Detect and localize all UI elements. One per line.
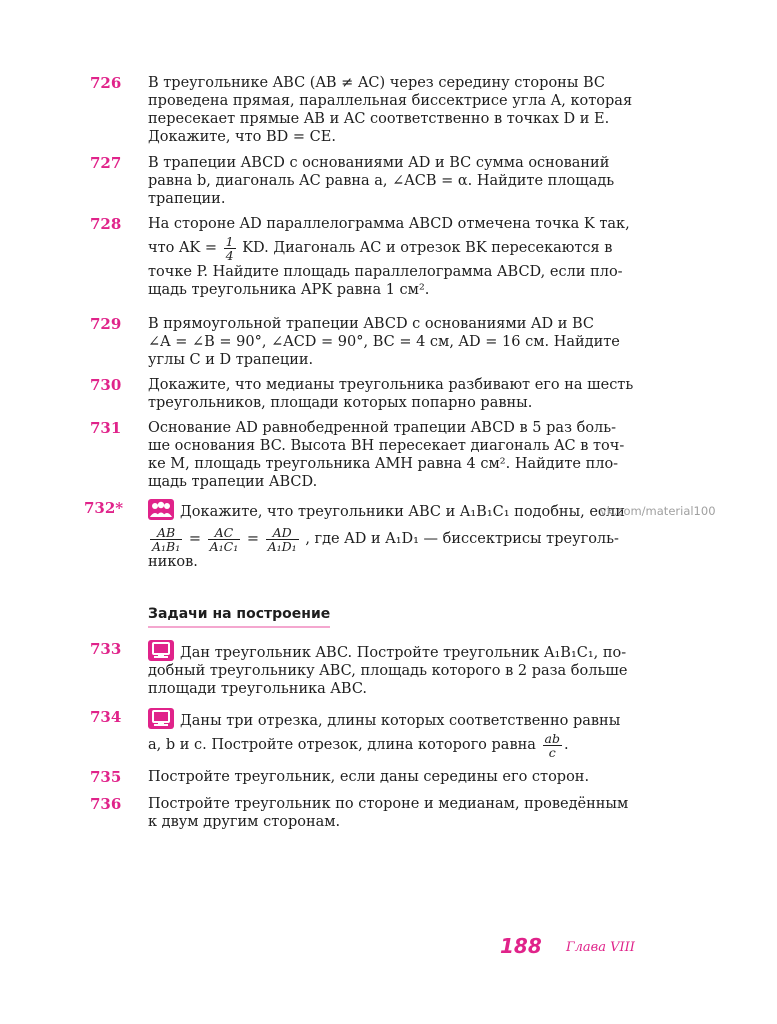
problem-727 bbox=[90, 154, 720, 208]
problem-text-line: проведена прямая, параллельная биссектрисе угла A, которая bbox=[148, 93, 633, 109]
problem-text-line: точке P. Найдите площадь параллелограмма ABCD, если пло- bbox=[148, 264, 623, 280]
text-fragment: , где AD и A₁D₁ — биссектрисы треуголь- bbox=[305, 531, 619, 547]
group-icon-graphic bbox=[148, 499, 174, 520]
fraction bbox=[150, 526, 182, 553]
problem-730 bbox=[90, 376, 720, 412]
problem-number: 729 bbox=[90, 315, 122, 333]
problem-number: 727 bbox=[90, 154, 122, 172]
problem-text-line: треугольников, площади которых попарно равны. bbox=[148, 395, 533, 411]
problem-text-line: трапеции. bbox=[148, 191, 226, 207]
problem-733 bbox=[90, 640, 720, 698]
fraction bbox=[224, 235, 236, 262]
computer-icon-graphic bbox=[148, 640, 174, 661]
problem-text-line: площади треугольника ABC. bbox=[148, 681, 368, 697]
problem-text-line: добный треугольнику ABC, площадь которого в 2 раза больше bbox=[148, 663, 628, 679]
text-fragment: Даны три отрезка, длины которых соответственно равны bbox=[180, 713, 621, 729]
chapter-label: Глава VIII bbox=[566, 940, 635, 955]
section-title: Задачи на построение bbox=[148, 606, 330, 628]
problem-number: 730 bbox=[90, 376, 122, 394]
fraction-numerator: ab bbox=[544, 730, 560, 746]
problem-text-line: На стороне AD параллелограмма ABCD отмечена точка K так, bbox=[148, 216, 630, 232]
problem-number: 733 bbox=[90, 640, 122, 658]
problem-text-line: Докажите, что BD = CE. bbox=[148, 129, 336, 145]
problem-text-line: Основание AD равнобедренной трапеции ABCD в 5 раз боль- bbox=[148, 420, 617, 436]
problem-number: 731 bbox=[90, 419, 122, 437]
watermark: vk.com/material100 bbox=[600, 504, 716, 518]
problem-text-line: ∠A = ∠B = 90°, ∠ACD = 90°, BC = 4 см, AD = 16 см. Найдите bbox=[148, 334, 620, 350]
problem-736 bbox=[90, 795, 720, 831]
text-fragment: . bbox=[564, 737, 569, 753]
fraction bbox=[208, 526, 241, 553]
problem-text-line: Постройте треугольник, если даны середины его сторон. bbox=[148, 769, 590, 785]
problem-735 bbox=[90, 768, 720, 786]
problem-text-line bbox=[148, 521, 720, 553]
text-fragment: KD. Диагональ AC и отрезок BK пересекаются в bbox=[242, 240, 613, 256]
computer-icon-graphic bbox=[148, 708, 174, 729]
problem-text-line: к двум другим сторонам. bbox=[148, 814, 341, 830]
problem-734 bbox=[90, 708, 720, 760]
fraction-numerator: AD bbox=[266, 526, 299, 540]
problem-text-line: равна b, диагональ AC равна a, ∠ACB = α. Найдите площадь bbox=[148, 173, 615, 189]
problem-text-line: углы C и D трапеции. bbox=[148, 352, 314, 368]
problem-text-line: ше основания BC. Высота BH пересекает диагональ AC в точ- bbox=[148, 438, 625, 454]
problem-text-line: Постройте треугольник по стороне и медианам, проведённым bbox=[148, 796, 629, 812]
fraction-denominator: A₁C₁ bbox=[209, 538, 239, 553]
problem-number: 734 bbox=[90, 708, 122, 726]
problem-text-line: В прямоугольной трапеции ABCD с основаниями AD и BC bbox=[148, 316, 594, 332]
fraction-numerator: AB bbox=[150, 526, 182, 540]
text-fragment: Дан треугольник ABC. Постройте треугольник A₁B₁C₁, по- bbox=[180, 645, 627, 661]
fraction-denominator: A₁D₁ bbox=[267, 538, 297, 553]
fraction bbox=[543, 732, 562, 759]
problem-text-line: пересекает прямые AB и AC соответственно в точках D и E. bbox=[148, 111, 610, 127]
page-number: 188 bbox=[500, 934, 542, 958]
problem-text-line: В треугольнике ABC (AB ≠ AC) через середину стороны BC bbox=[148, 75, 606, 91]
equals-sign: = bbox=[246, 531, 260, 547]
problem-text-line bbox=[148, 640, 720, 662]
problem-text-line bbox=[148, 708, 720, 730]
group-icon bbox=[148, 499, 174, 520]
problem-text-line: щадь треугольника APK равна 1 см². bbox=[148, 282, 430, 298]
problem-729 bbox=[90, 315, 720, 369]
problem-text-line bbox=[148, 233, 720, 263]
problem-number: 735 bbox=[90, 768, 122, 786]
problem-728 bbox=[90, 215, 720, 299]
problem-text-line: щадь трапеции ABCD. bbox=[148, 474, 318, 490]
problem-number: 728 bbox=[90, 215, 122, 233]
fraction bbox=[266, 526, 299, 553]
fraction-denominator: c bbox=[548, 744, 556, 760]
text-fragment: Докажите, что треугольники ABC и A₁B₁C₁ подобны, если bbox=[180, 504, 625, 520]
text-fragment: a, b и c. Постройте отрезок, длина которого равна bbox=[148, 737, 536, 753]
problem-text-line: Докажите, что медианы треугольника разбивают его на шесть bbox=[148, 377, 634, 393]
problem-text-line bbox=[148, 730, 720, 760]
problem-726 bbox=[90, 74, 720, 146]
problem-731 bbox=[90, 419, 720, 491]
text-fragment: что AK = bbox=[148, 240, 218, 256]
computer-icon bbox=[148, 708, 174, 729]
computer-icon bbox=[148, 640, 174, 661]
problem-number: 732* bbox=[84, 499, 124, 517]
problem-number: 726 bbox=[90, 74, 122, 92]
problem-text-line: ке M, площадь треугольника AMH равна 4 см². Найдите пло- bbox=[148, 456, 619, 472]
fraction-numerator: AC bbox=[208, 526, 241, 540]
fraction-denominator: A₁B₁ bbox=[152, 538, 181, 553]
problem-text-line: ников. bbox=[148, 554, 198, 570]
fraction-denominator: 4 bbox=[225, 247, 234, 263]
equals-sign: = bbox=[188, 531, 202, 547]
problem-number: 736 bbox=[90, 795, 122, 813]
fraction-numerator: 1 bbox=[225, 233, 234, 249]
problem-text-line: В трапеции ABCD с основаниями AD и BC сумма оснований bbox=[148, 155, 610, 171]
